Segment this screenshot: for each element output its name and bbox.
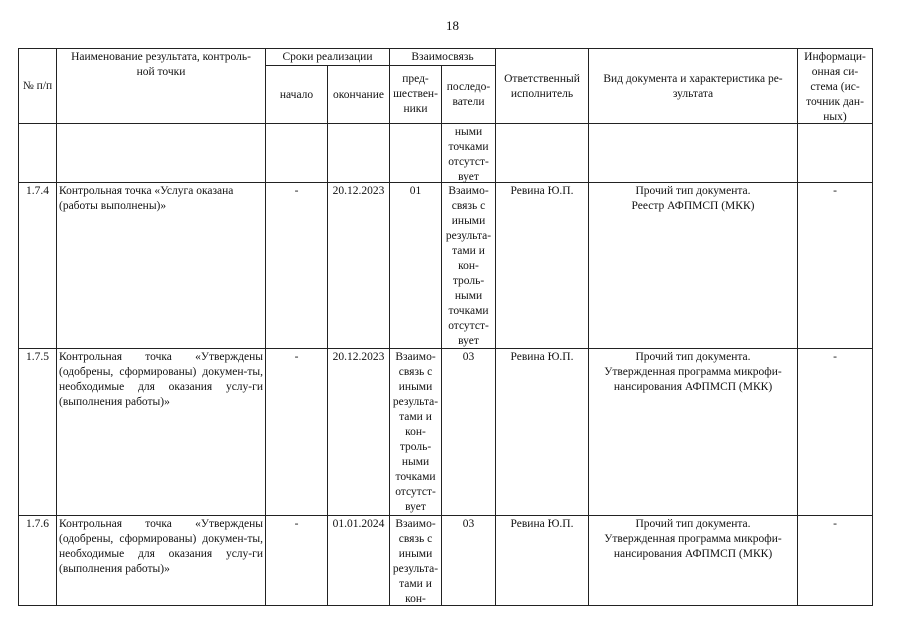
row-end: 20.12.2023 [332, 351, 385, 363]
row-succ: 03 [462, 351, 475, 363]
header-relation: Взаимосвязь [411, 51, 474, 63]
table-rule [265, 65, 496, 66]
row-info: - [833, 351, 837, 363]
header-succ: последо- ватели [446, 81, 491, 108]
row-info: - [833, 518, 837, 530]
header-end: окончание [333, 89, 384, 101]
table-rule [18, 515, 873, 516]
row-name: Контрольная точка «Услуга оказана (работы выполнены)» [59, 185, 234, 212]
row-responsible: Ревина Ю.П. [510, 185, 574, 197]
header-terms: Сроки реализации [282, 51, 373, 63]
row-start: - [294, 185, 299, 197]
row-succ: 03 [462, 518, 475, 530]
row-end: 20.12.2023 [332, 185, 385, 197]
header-name: Наименование результата, контроль- ной точки [71, 51, 251, 78]
row-name: Контрольная точка «Утверждены (одобрены, сформированы) докумен-ты, необходимые для оказания услу-ги (выполнения работы)» [59, 351, 263, 408]
row-doc: Прочий тип документа. Реестр АФПМСП (МКК) [631, 185, 755, 212]
row-pred: Взаимо- связь с иными результа- тами и кон- троль- ными точками отсутст- вует [392, 351, 439, 513]
page-number: 18 [446, 18, 459, 33]
row-succ: Взаимо- связь с иными результа- тами и кон- троль- ными точками отсутст- вует [445, 185, 492, 347]
row-name: Контрольная точка «Утверждены (одобрены, сформированы) докумен-ты, необходимые для оказания услу-ги (выполнения работы)» [59, 518, 263, 575]
row-num: 1.7.5 [26, 351, 49, 363]
row-end: 01.01.2024 [332, 518, 385, 530]
row-info: - [833, 185, 837, 197]
row-responsible: Ревина Ю.П. [510, 351, 574, 363]
row-start: - [294, 518, 299, 530]
header-info: Информаци- онная си- стема (ис- точник дан- ных) [804, 51, 866, 123]
row-pred: 01 [409, 185, 422, 197]
header-responsible: Ответственный исполнитель [504, 73, 580, 100]
table-rule [872, 48, 873, 606]
continuation-succ: ными точками отсутст- вует [448, 126, 489, 183]
row-doc: Прочий тип документа. Утвержденная программа микрофи- нансирования АФПМСП (МКК) [604, 518, 782, 560]
header-num: № п/п [22, 80, 53, 92]
row-start: - [294, 351, 299, 363]
row-doc: Прочий тип документа. Утвержденная программа микрофи- нансирования АФПМСП (МКК) [604, 351, 782, 393]
header-pred: пред- шествен- ники [393, 73, 438, 115]
header-doc: Вид документа и характеристика ре- зультата [603, 73, 783, 100]
row-responsible: Ревина Ю.П. [510, 518, 574, 530]
table-rule [18, 48, 873, 49]
row-num: 1.7.4 [26, 185, 49, 197]
row-pred: Взаимо- связь с иными результа- тами и кон- [392, 518, 439, 605]
header-start: начало [279, 89, 314, 101]
table-rule [18, 123, 873, 124]
row-num: 1.7.6 [26, 518, 49, 530]
table-rule [18, 605, 873, 606]
